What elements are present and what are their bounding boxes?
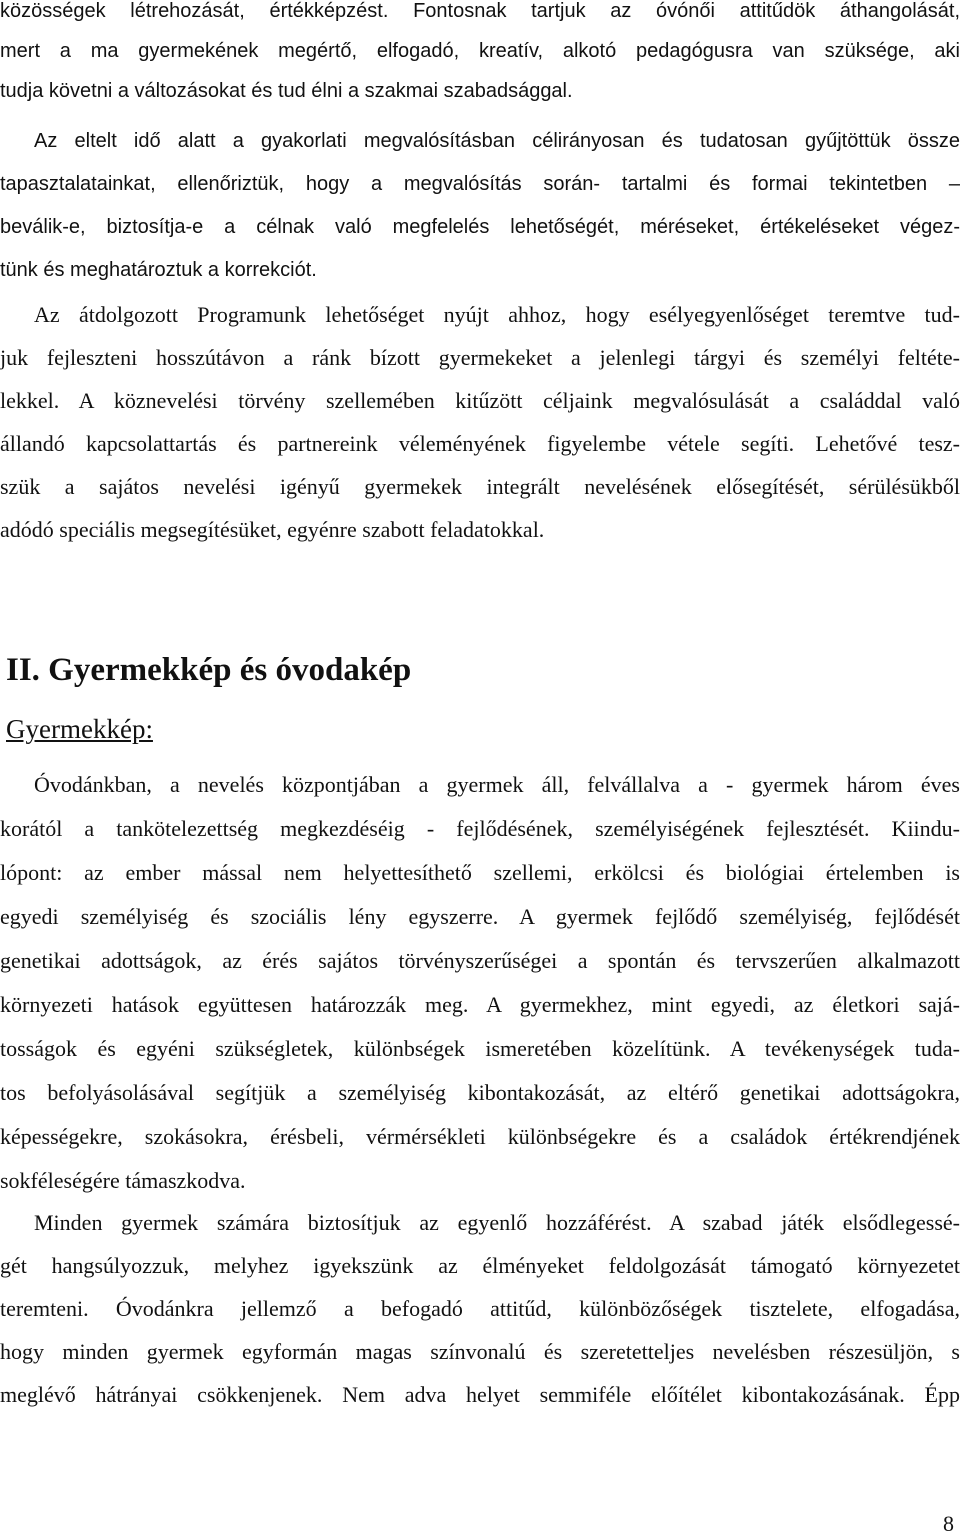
text-line: közösségek létrehozását, értékképzést. Fontosnak tartjuk az óvónői attitűdök áthangolását,	[0, 0, 960, 22]
text-line: tudja követni a változásokat és tud élni a szakmai szabadsággal.	[0, 80, 573, 102]
text-line: környezeti hatások együttesen határozzák meg. A gyermekhez, mint egyedi, az életkori sajá-	[0, 992, 960, 1017]
text-line: Az átdolgozott Programunk lehetőséget nyújt ahhoz, hogy esélyegyenlőséget teremtve tud-	[34, 302, 960, 327]
text-line: lekkel. A köznevelési törvény szellemében kitűzött céljaink megvalósulását a családdal való	[0, 388, 960, 413]
text-line: gét hangsúlyozzuk, melyhez igyekszünk az élményeket feldolgozását támogató környezetet	[0, 1253, 960, 1278]
text-line: tapasztalatainkat, ellenőriztük, hogy a megvalósítás során- tartalmi és formai tekintetben –	[0, 173, 960, 195]
text-line: állandó kapcsolattartás és partnereink véleményének figyelembe vétele segíti. Lehetővé tesz-	[0, 431, 960, 456]
text-line: mert a ma gyermekének megértő, elfogadó, kreatív, alkotó pedagógusra van szüksége, aki	[0, 40, 960, 62]
text-line: tos befolyásolásával segítjük a személyiség kibontakozását, az eltérő genetikai adottságokra,	[0, 1080, 960, 1105]
text-line: egyedi személyiség és szociális lény egyszerre. A gyermek fejlődő személyiség, fejlődését	[0, 904, 960, 929]
section-heading: II. Gyermekkép és óvodakép	[6, 652, 412, 688]
text-line: Az eltelt idő alatt a gyakorlati megvalósításban célirányosan és tudatosan gyűjtöttük össze	[34, 130, 960, 152]
text-line: tünk és meghatároztuk a korrekciót.	[0, 259, 317, 281]
text-line: hogy minden gyermek egyformán magas színvonalú és szeretetteljes nevelésben részesüljön, s	[0, 1339, 960, 1364]
text-line: Óvodánkban, a nevelés központjában a gyermek áll, felvállalva a - gyermek három éves	[34, 772, 960, 797]
text-line: korától a tankötelezettség megkezdéséig - fejlődésének, személyiségének fejlesztését. Kiindu-	[0, 816, 960, 841]
text-line: sokféleségére támaszkodva.	[0, 1168, 246, 1193]
text-line: tosságok és egyéni szükségletek, különbségek ismeretében közelítünk. A tevékenységek tuda-	[0, 1036, 960, 1061]
subsection-heading: Gyermekkép:	[6, 714, 153, 744]
text-line: adódó speciális megsegítésüket, egyénre szabott feladatokkal.	[0, 517, 545, 542]
text-line: juk fejleszteni hosszútávon a ránk bízott gyermekeket a jelenlegi tárgyi és személyi feltéte-	[0, 345, 960, 370]
text-line: Minden gyermek számára biztosítjuk az egyenlő hozzáférést. A szabad játék elsődlegessé-	[34, 1210, 960, 1235]
text-line: beválik-e, biztosítja-e a célnak való megfelelés lehetőségét, méréseket, értékeléseket végez-	[0, 216, 960, 238]
text-line: meglévő hátrányai csökkenjenek. Nem adva helyet semmiféle előítélet kibontakozásának. Épp	[0, 1382, 960, 1407]
text-line: genetikai adottságok, az érés sajátos törvényszerűségei a spontán és tervszerűen alkalmazott	[0, 948, 960, 973]
text-line: képességekre, szokásokra, érésbeli, vérmérsékleti különbségekre és a családok értékrendjének	[0, 1124, 960, 1149]
text-line: szük a sajátos nevelési igényű gyermekek integrált nevelésének elősegítését, sérülésükből	[0, 474, 960, 499]
text-line: teremteni. Óvodánkra jellemző a befogadó attitűd, különbözőségek tisztelete, elfogadása,	[0, 1296, 960, 1321]
text-line: lópont: az ember mással nem helyettesíthető szellemi, erkölcsi és biológiai értelemben is	[0, 860, 960, 885]
page-number: 8	[943, 1511, 954, 1536]
